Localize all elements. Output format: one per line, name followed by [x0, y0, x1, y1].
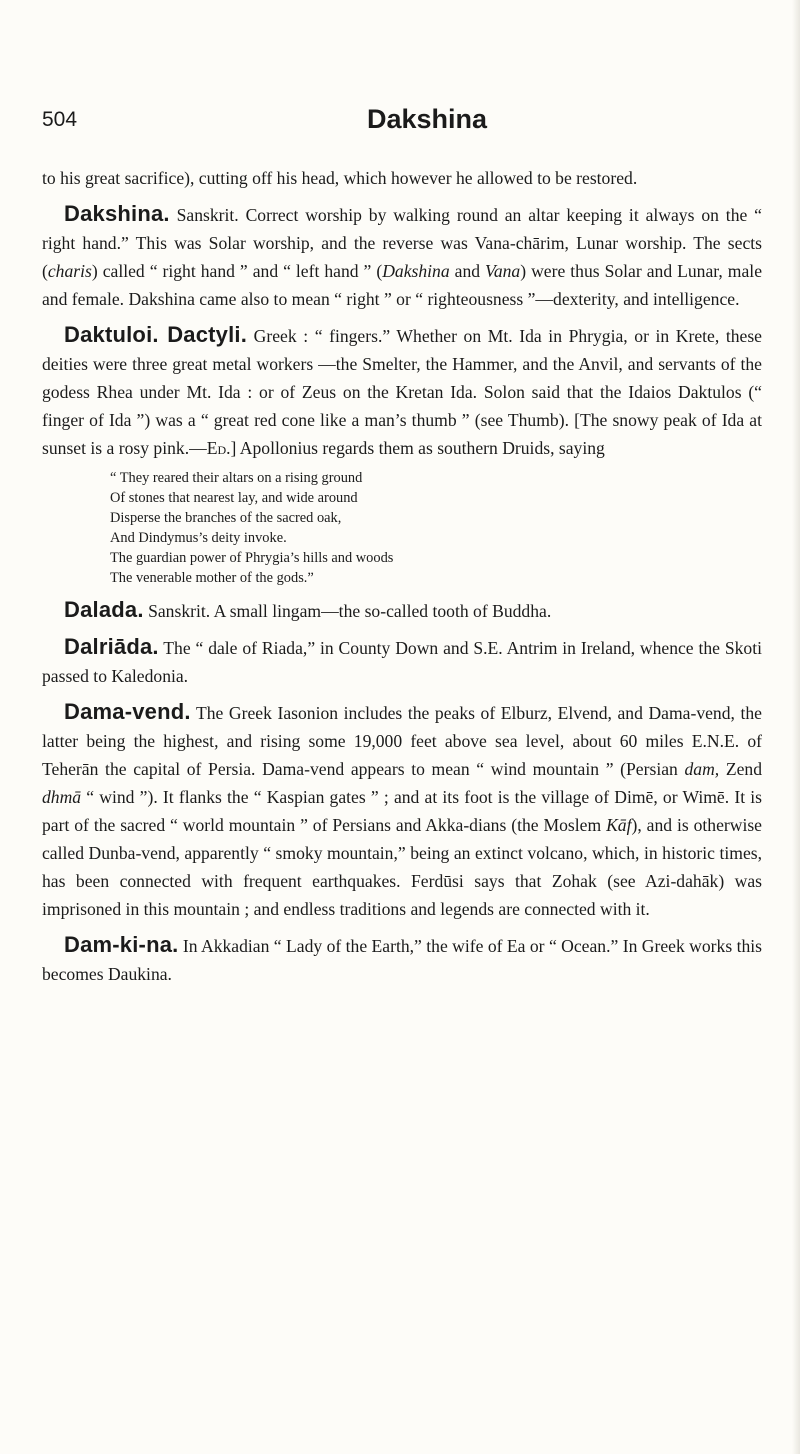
page-edge-shadow: [792, 0, 800, 1454]
verse-line: The guardian power of Phrygia’s hills and woods: [110, 550, 394, 566]
headword: Dam-ki-na.: [64, 932, 179, 957]
running-head: Dakshina: [367, 104, 488, 134]
entry-daktuloi: Daktuloi. Dactyli. Greek : “ fingers.” Whether on Mt. Ida in Phrygia, or in Krete, these deities were three great metal workers —the Smelter, the Hammer, and the Anvil, and servants of the godess Rhea under Mt. Ida : or of Zeus on the Kretan Ida. Solon said that the Idaios Daktulos (“ finger of Ida ”) was a “ great red cone like a man’s thumb ” (see Thumb). [The snowy peak of Ida at sunset is a rosy pink.—Ed.] Apollonius regards them as southern Druids, saying: [42, 322, 762, 458]
entry-dam-ki-na: Dam-ki-na. In Akkadian “ Lady of the Earth,” the wife of Ea or “ Ocean.” In Greek works this becomes Daukina.: [42, 932, 762, 984]
verse-line: “ They reared their altars on a rising ground: [110, 470, 363, 486]
page-header: [42, 106, 762, 146]
verse-line: And Dindymus’s deity invoke.: [110, 530, 287, 546]
headword: Dama-vend.: [64, 699, 191, 724]
headword: Dakshina.: [64, 201, 170, 226]
verse-line: Of stones that nearest lay, and wide around: [110, 490, 358, 506]
headword: Daktuloi. Dactyli.: [64, 322, 248, 347]
headword: Dalriāda.: [64, 634, 159, 659]
continuation-paragraph: to his great sacrifice), cutting off his head, which however he allowed to be restored.: [42, 168, 638, 188]
verse-line: The venerable mother of the gods.”: [110, 570, 314, 586]
headword: Dalada.: [64, 597, 144, 622]
entry-dakshina: Dakshina. Sanskrit. Correct worship by walking round an altar keeping it always on the “ right hand.” This was Solar worship, and the reverse was Vana-chārim, Lunar worship. The sects (charis) called “ right hand ” and “ left hand ” (Dakshina and Vana) were thus Solar and Lunar, male and female. Dakshina came also to mean “ right ” or “ righteousness ”—dexterity, and intelligence.: [42, 201, 763, 309]
page-number: 504: [42, 108, 78, 131]
entry-dalada: Dalada. Sanskrit. A small lingam—the so-called tooth of Buddha.: [64, 597, 552, 622]
entry-dalriada: Dalriāda. The “ dale of Riada,” in County Down and S.E. Antrim in Ireland, whence the Skoti passed to Kaledonia.: [42, 634, 762, 686]
verse-line: Disperse the branches of the sacred oak,: [110, 510, 342, 526]
entry-dama-vend: Dama-vend. The Greek Iasonion includes the peaks of Elburz, Elvend, and Dama-vend, the latter being the highest, and rising some 19,000 feet above sea level, about 60 miles E.N.E. of Teherān the capital of Persia. Dama-vend appears to mean “ wind mountain ” (Persian dam, Zend dhmā “ wind ”). It flanks the “ Kaspian gates ” ; and at its foot is the village of Dimē, or Wimē. It is part of the sacred “ world mountain ” of Persians and Akka-dians (the Moslem Kāf), and is otherwise called Dunba-vend, apparently “ smoky mountain,” being an extinct volcano, which, in historic times, has been connected with frequent earthquakes. Ferdūsi says that Zohak (see Azi-dahāk) was imprisoned in this mountain ; and endless traditions and legends are connected with it.: [42, 699, 762, 919]
verse-quotation: [110, 468, 762, 588]
body-text: [42, 164, 762, 988]
